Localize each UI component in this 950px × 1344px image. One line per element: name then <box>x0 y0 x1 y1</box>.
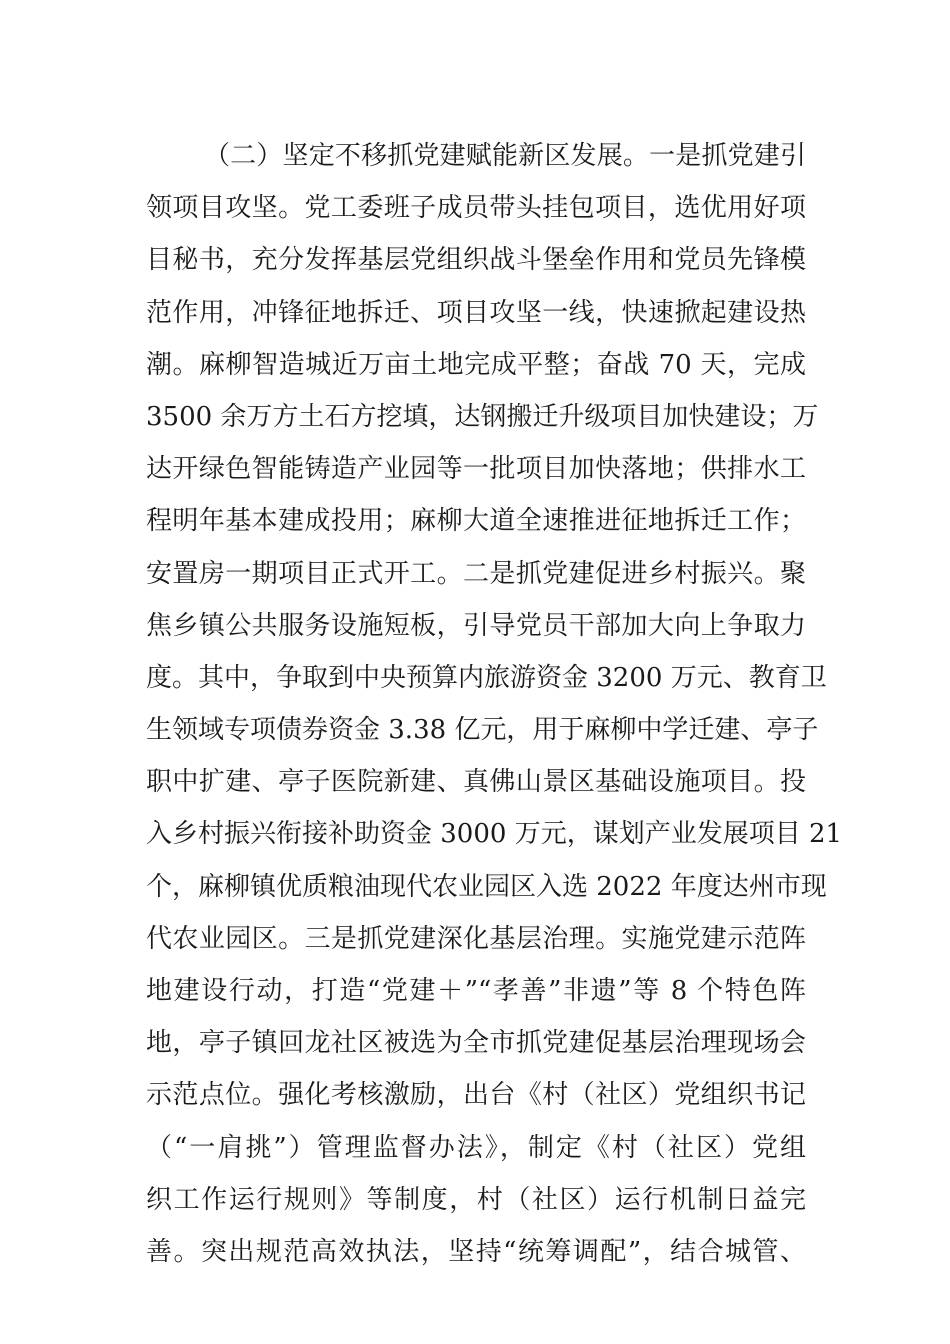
paragraph-line: 焦乡镇公共服务设施短板，引导党员干部加大向上争取力 <box>146 610 806 641</box>
paragraph-line: 范作用，冲锋征地拆迁、项目攻坚一线，快速掀起建设热 <box>146 297 806 328</box>
paragraph-line: 代农业园区。三是抓党建深化基层治理。实施党建示范阵 <box>146 923 806 954</box>
paragraph-line: 达开绿色智能铸造产业园等一批项目加快落地；供排水工 <box>146 454 806 485</box>
paragraph-line: 善。突出规范高效执法，坚持“统筹调配”，结合城管、 <box>146 1236 806 1267</box>
paragraph-line: 职中扩建、亭子医院新建、真佛山景区基础设施项目。投 <box>146 767 806 798</box>
paragraph-line: 程明年基本建成投用；麻柳大道全速推进征地拆迁工作； <box>146 506 806 537</box>
paragraph-line: 3500 余万方土石方挖填，达钢搬迁升级项目加快建设；万 <box>146 401 819 432</box>
paragraph-line: 地建设行动，打造“党建＋”“孝善”非遗”等 8 个特色阵 <box>146 976 806 1006</box>
paragraph-line: 生领域专项债券资金 3.38 亿元，用于麻柳中学迁建、亭子 <box>146 715 819 746</box>
document-body-text <box>146 130 843 1278</box>
paragraph-line: 安置房一期项目正式开工。二是抓党建促进乡村振兴。聚 <box>146 558 806 589</box>
paragraph-line: 个，麻柳镇优质粮油现代农业园区入选 2022 年度达州市现 <box>146 871 827 902</box>
paragraph-line: 示范点位。强化考核激励，出台《村（社区）党组织书记 <box>146 1080 806 1111</box>
paragraph-line: 入乡村振兴衔接补助资金 3000 万元，谋划产业发展项目 21 <box>146 819 843 850</box>
paragraph-line: 度。其中，争取到中央预算内旅游资金 3200 万元、教育卫 <box>146 662 827 693</box>
paragraph-line: （“一肩挑”）管理监督办法》，制定《村（社区）党组 <box>146 1132 806 1163</box>
paragraph-line: 织工作运行规则》等制度，村（社区）运行机制日益完 <box>146 1184 806 1215</box>
paragraph-line: （二）坚定不移抓党建赋能新区发展。一是抓党建引 <box>204 141 806 171</box>
paragraph-line: 目秘书，充分发挥基层党组织战斗堡垒作用和党员先锋模 <box>146 245 806 276</box>
paragraph-line: 潮。麻柳智造城近万亩土地完成平整；奋战 70 天，完成 <box>146 349 806 380</box>
paragraph-line: 领项目攻坚。党工委班子成员带头挂包项目，选优用好项 <box>146 193 806 224</box>
paragraph-line: 地，亭子镇回龙社区被选为全市抓党建促基层治理现场会 <box>146 1028 806 1059</box>
